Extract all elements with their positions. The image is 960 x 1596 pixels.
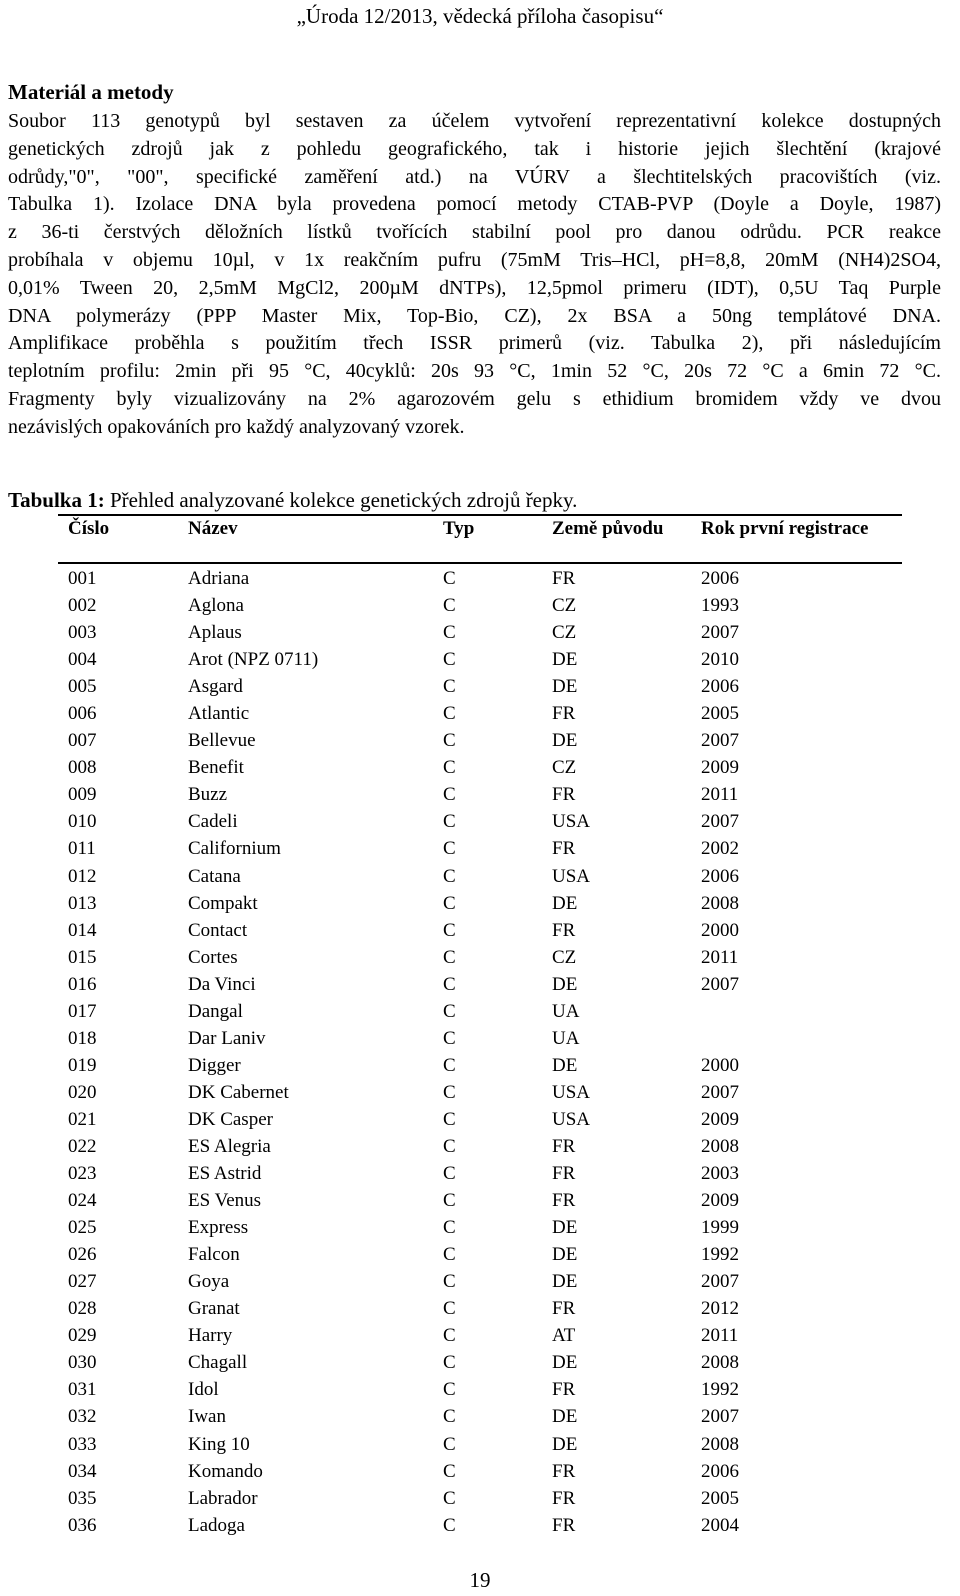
cell-type: C: [443, 1244, 456, 1266]
cell-number: 007: [68, 730, 97, 752]
cell-name: Contact: [188, 919, 248, 941]
cell-country: AT: [552, 1325, 576, 1347]
cell-country: CZ: [552, 946, 577, 968]
cell-country: DE: [552, 1217, 578, 1239]
cell-name: Da Vinci: [188, 973, 256, 995]
cell-number: 029: [68, 1325, 97, 1347]
cell-number: 018: [68, 1027, 97, 1049]
cell-year: 2005: [701, 1487, 739, 1509]
cell-number: 021: [68, 1108, 97, 1130]
cell-type: C: [443, 1298, 456, 1320]
cell-year: 2007: [701, 730, 739, 752]
cell-country: USA: [552, 811, 591, 833]
paragraph-line: probíhala v objemu 10µl, v 1x reakčním pufru (75mM Tris–HCl, pH=8,8, 20mM (NH4)2SO4,: [8, 248, 941, 271]
cell-name: Harry: [188, 1325, 233, 1347]
table-row: [0, 568, 960, 595]
cell-name: Aglona: [188, 595, 244, 617]
cell-type: C: [443, 703, 456, 725]
cell-country: DE: [552, 1433, 578, 1455]
cell-year: 2003: [701, 1163, 739, 1185]
cell-type: C: [443, 1135, 456, 1157]
paragraph-line: z 36-ti čerstvých děložních lístků tvořících stabilní pool pro danou odrůdu. PCR reakce: [8, 221, 941, 244]
cell-year: 2006: [701, 865, 739, 887]
table-row: [0, 947, 960, 974]
cell-type: C: [443, 676, 456, 698]
cell-number: 003: [68, 622, 97, 644]
cell-number: 027: [68, 1271, 97, 1293]
cell-country: USA: [552, 1108, 591, 1130]
cell-name: Cortes: [188, 946, 238, 968]
cell-country: FR: [552, 1460, 576, 1482]
cell-type: C: [443, 973, 456, 995]
cell-year: 2007: [701, 973, 739, 995]
table-row: [0, 784, 960, 811]
cell-country: FR: [552, 1379, 576, 1401]
paragraph-line: teplotním profilu: 2min při 95 °C, 40cyklů: 20s 93 °C, 1min 52 °C, 20s 72 °C a 6min 72 °C.: [8, 360, 941, 383]
cell-type: C: [443, 1514, 456, 1536]
cell-type: C: [443, 1406, 456, 1428]
table-header-rule: [58, 562, 902, 564]
cell-year: 2011: [701, 784, 739, 806]
cell-year: 2000: [701, 1054, 739, 1076]
cell-number: 028: [68, 1298, 97, 1320]
table-row: [0, 730, 960, 757]
cell-type: C: [443, 1352, 456, 1374]
table-row: [0, 1515, 960, 1542]
table-row: [0, 866, 960, 893]
cell-type: C: [443, 757, 456, 779]
cell-number: 033: [68, 1433, 97, 1455]
cell-name: Catana: [188, 865, 241, 887]
table-row: [0, 1352, 960, 1379]
cell-type: C: [443, 730, 456, 752]
paragraph-line: Tabulka 1). Izolace DNA byla provedena pomocí metody CTAB-PVP (Doyle a Doyle, 1987): [8, 193, 941, 216]
cell-country: DE: [552, 676, 578, 698]
table-row: [0, 1461, 960, 1488]
cell-name: Adriana: [188, 568, 250, 589]
cell-year: 2007: [701, 1406, 739, 1428]
cell-type: C: [443, 919, 456, 941]
cell-year: 2007: [701, 1271, 739, 1293]
cell-name: Aplaus: [188, 622, 242, 644]
cell-number: 024: [68, 1190, 97, 1212]
cell-number: 006: [68, 703, 97, 725]
cell-country: FR: [552, 784, 576, 806]
cell-type: C: [443, 1460, 456, 1482]
cell-country: FR: [552, 1298, 576, 1320]
table-row: [0, 757, 960, 784]
cell-name: King 10: [188, 1433, 250, 1455]
cell-name: Dar Laniv: [188, 1027, 266, 1049]
column-header-number: Číslo: [68, 518, 110, 539]
table-row: [0, 676, 960, 703]
table-caption: [8, 488, 577, 513]
cell-year: 2002: [701, 838, 739, 860]
cell-type: C: [443, 1054, 456, 1076]
cell-year: 1999: [701, 1217, 739, 1239]
cell-country: DE: [552, 1406, 578, 1428]
cell-number: 005: [68, 676, 97, 698]
cell-year: 1993: [701, 595, 739, 617]
cell-name: ES Venus: [188, 1190, 262, 1212]
column-header-name: Název: [188, 518, 238, 539]
cell-name: Goya: [188, 1271, 230, 1293]
cell-name: Falcon: [188, 1244, 240, 1266]
cell-number: 016: [68, 973, 97, 995]
cell-number: 015: [68, 946, 97, 968]
cell-type: C: [443, 595, 456, 617]
cell-country: DE: [552, 1054, 578, 1076]
cell-number: 025: [68, 1217, 97, 1239]
cell-name: Asgard: [188, 676, 243, 698]
cell-type: C: [443, 838, 456, 860]
table-row: [0, 1434, 960, 1461]
table-row: [0, 1244, 960, 1271]
cell-type: C: [443, 1379, 456, 1401]
cell-year: 2006: [701, 1460, 739, 1482]
cell-number: 026: [68, 1244, 97, 1266]
cell-name: Bellevue: [188, 730, 256, 752]
paragraph-line: genetických zdrojů jak z pohledu geografického, tak i historie jejich šlechtění (krajové: [8, 137, 941, 160]
table-body: [0, 568, 960, 1542]
column-header-country: Země původu: [552, 518, 664, 539]
cell-type: C: [443, 1217, 456, 1239]
table-row: [0, 920, 960, 947]
cell-name: Arot (NPZ 0711): [188, 649, 319, 671]
cell-type: C: [443, 1163, 456, 1185]
cell-country: DE: [552, 973, 578, 995]
cell-number: 035: [68, 1487, 97, 1509]
cell-country: CZ: [552, 595, 577, 617]
table-caption-text: Přehled analyzované kolekce genetických zdrojů řepky.: [104, 488, 578, 512]
cell-number: 014: [68, 919, 97, 941]
cell-year: 2006: [701, 676, 739, 698]
cell-country: DE: [552, 649, 578, 671]
cell-name: Cadeli: [188, 811, 238, 833]
cell-type: C: [443, 1081, 456, 1103]
table-row: [0, 1217, 960, 1244]
cell-number: 017: [68, 1000, 97, 1022]
table-row: [0, 1406, 960, 1433]
table-row: [0, 649, 960, 676]
cell-type: C: [443, 1000, 456, 1022]
table-caption-label: Tabulka 1:: [8, 488, 105, 512]
cell-year: 2011: [701, 946, 739, 968]
cell-name: Express: [188, 1217, 249, 1239]
cell-number: 019: [68, 1054, 97, 1076]
table-row: [0, 1325, 960, 1352]
cell-country: UA: [552, 1027, 580, 1049]
table-row: [0, 1488, 960, 1515]
cell-country: FR: [552, 1514, 576, 1536]
cell-number: 034: [68, 1460, 97, 1482]
cell-year: 2006: [701, 568, 739, 589]
cell-type: C: [443, 865, 456, 887]
column-header-type: Typ: [443, 518, 475, 539]
cell-country: DE: [552, 1271, 578, 1293]
cell-name: Ladoga: [188, 1514, 245, 1536]
cell-name: DK Casper: [188, 1108, 273, 1130]
cell-year: 1992: [701, 1244, 739, 1266]
cell-name: Benefit: [188, 757, 244, 779]
cell-country: FR: [552, 919, 576, 941]
cell-name: Granat: [188, 1298, 240, 1320]
cell-name: ES Astrid: [188, 1163, 262, 1185]
cell-year: 2009: [701, 1190, 739, 1212]
cell-country: FR: [552, 1487, 576, 1509]
paragraph-line: odrůdy,"0", "00", specifické zaměření atd.) na VÚRV a šlechtitelských pracovištích (viz.: [8, 165, 941, 188]
cell-name: Iwan: [188, 1406, 226, 1428]
cell-country: DE: [552, 892, 578, 914]
table-row: [0, 811, 960, 838]
cell-type: C: [443, 1487, 456, 1509]
cell-year: 2009: [701, 757, 739, 779]
cell-type: C: [443, 1027, 456, 1049]
cell-year: 2011: [701, 1325, 739, 1347]
table-row: [0, 1163, 960, 1190]
cell-type: C: [443, 1190, 456, 1212]
cell-country: FR: [552, 1190, 576, 1212]
paragraph-line: nezávislých opakováních pro každý analyzovaný vzorek.: [8, 415, 465, 438]
table-row: [0, 1190, 960, 1217]
cell-name: Komando: [188, 1460, 263, 1482]
cell-type: C: [443, 568, 456, 589]
cell-number: 022: [68, 1135, 97, 1157]
table-row: [0, 1028, 960, 1055]
cell-type: C: [443, 1108, 456, 1130]
paragraph-line: Fragmenty byly vizualizovány na 2% agarozovém gelu s ethidium bromidem vždy ve dvou: [8, 387, 941, 410]
cell-number: 013: [68, 892, 97, 914]
table-row: [0, 974, 960, 1001]
cell-name: DK Cabernet: [188, 1081, 289, 1103]
section-title: Materiál a metody: [8, 80, 174, 104]
cell-number: 031: [68, 1379, 97, 1401]
table-row: [0, 1082, 960, 1109]
cell-country: FR: [552, 1135, 576, 1157]
table-row: [0, 622, 960, 649]
cell-year: 2008: [701, 1352, 739, 1374]
cell-number: 008: [68, 757, 97, 779]
cell-number: 020: [68, 1081, 97, 1103]
cell-year: 2004: [701, 1514, 739, 1536]
cell-year: 2010: [701, 649, 739, 671]
table-row: [0, 1379, 960, 1406]
table-row: [0, 1109, 960, 1136]
cell-country: DE: [552, 1244, 578, 1266]
cell-year: 1992: [701, 1379, 739, 1401]
cell-number: 023: [68, 1163, 97, 1185]
cell-number: 012: [68, 865, 97, 887]
table-row: [0, 1055, 960, 1082]
cell-year: 2005: [701, 703, 739, 725]
cell-country: FR: [552, 838, 576, 860]
cell-number: 030: [68, 1352, 97, 1374]
cell-year: 2007: [701, 1081, 739, 1103]
cell-year: 2008: [701, 1135, 739, 1157]
cell-country: DE: [552, 1352, 578, 1374]
cell-type: C: [443, 946, 456, 968]
table-row: [0, 703, 960, 730]
methods-paragraph: [8, 108, 941, 442]
cell-number: 032: [68, 1406, 97, 1428]
paragraph-line: DNA polymerázy (PPP Master Mix, Top-Bio, CZ), 2x BSA a 50ng templátové DNA.: [8, 304, 941, 327]
running-header: „Úroda 12/2013, vědecká příloha časopisu“: [296, 4, 664, 28]
cell-number: 010: [68, 811, 97, 833]
cell-name: Idol: [188, 1379, 219, 1401]
cell-number: 011: [68, 838, 96, 860]
cell-year: 2008: [701, 1433, 739, 1455]
cell-name: Atlantic: [188, 703, 250, 725]
table-row: [0, 1298, 960, 1325]
cell-country: USA: [552, 865, 591, 887]
table-row: [0, 1136, 960, 1163]
cell-number: 036: [68, 1514, 97, 1536]
cell-type: C: [443, 622, 456, 644]
cell-name: Chagall: [188, 1352, 248, 1374]
cell-year: 2009: [701, 1108, 739, 1130]
cell-country: UA: [552, 1000, 580, 1022]
cell-name: Labrador: [188, 1487, 258, 1509]
cell-year: 2007: [701, 622, 739, 644]
table-row: [0, 595, 960, 622]
paragraph-line: 0,01% Tween 20, 2,5mM MgCl2, 200µM dNTPs), 12,5pmol primeru (IDT), 0,5U Taq Purple: [8, 276, 941, 299]
cell-year: 2000: [701, 919, 739, 941]
cell-country: FR: [552, 568, 576, 589]
cell-type: C: [443, 649, 456, 671]
table-top-rule: [58, 514, 902, 516]
cell-type: C: [443, 1433, 456, 1455]
cell-type: C: [443, 811, 456, 833]
cell-country: USA: [552, 1081, 591, 1103]
cell-name: Compakt: [188, 892, 258, 914]
cell-number: 001: [68, 568, 97, 589]
cell-type: C: [443, 784, 456, 806]
cell-year: 2007: [701, 811, 739, 833]
cell-number: 009: [68, 784, 97, 806]
cell-name: Digger: [188, 1054, 241, 1076]
cell-name: Buzz: [188, 784, 228, 806]
cell-year: 2012: [701, 1298, 739, 1320]
column-header-year: Rok první registrace: [701, 518, 869, 539]
table-row: [0, 838, 960, 865]
cell-country: DE: [552, 730, 578, 752]
cell-country: CZ: [552, 757, 577, 779]
cell-country: FR: [552, 1163, 576, 1185]
paragraph-line: Amplifikace proběhla s použitím třech ISSR primerů (viz. Tabulka 2), při následujícím: [8, 332, 941, 355]
table-row: [0, 893, 960, 920]
cell-number: 002: [68, 595, 97, 617]
cell-number: 004: [68, 649, 97, 671]
paragraph-line: Soubor 113 genotypů byl sestaven za účelem vytvoření reprezentativní kolekce dostupných: [8, 110, 941, 132]
cell-name: Californium: [188, 838, 281, 860]
cell-name: ES Alegria: [188, 1135, 271, 1157]
cell-type: C: [443, 892, 456, 914]
page-number: 19: [469, 1568, 491, 1592]
table-row: [0, 1001, 960, 1028]
cell-country: FR: [552, 703, 576, 725]
cell-year: 2008: [701, 892, 739, 914]
cell-type: C: [443, 1325, 456, 1347]
table-row: [0, 1271, 960, 1298]
cell-name: Dangal: [188, 1000, 243, 1022]
cell-country: CZ: [552, 622, 577, 644]
cell-type: C: [443, 1271, 456, 1293]
